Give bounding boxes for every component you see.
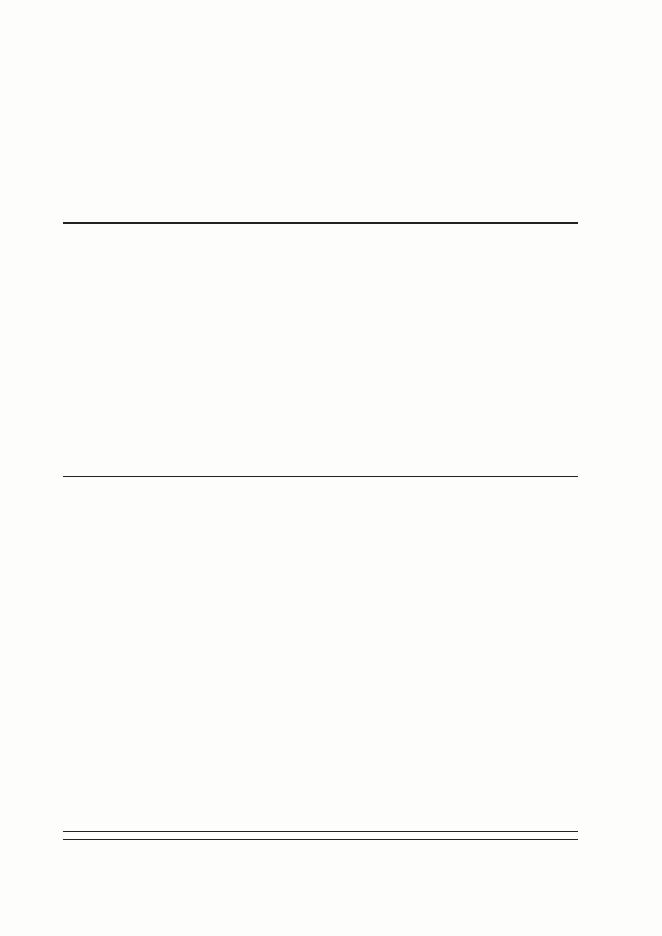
table-top-rule — [63, 476, 578, 477]
footer-rule — [63, 839, 578, 840]
table-bottom-rule — [63, 831, 578, 832]
header-rule — [63, 222, 578, 224]
